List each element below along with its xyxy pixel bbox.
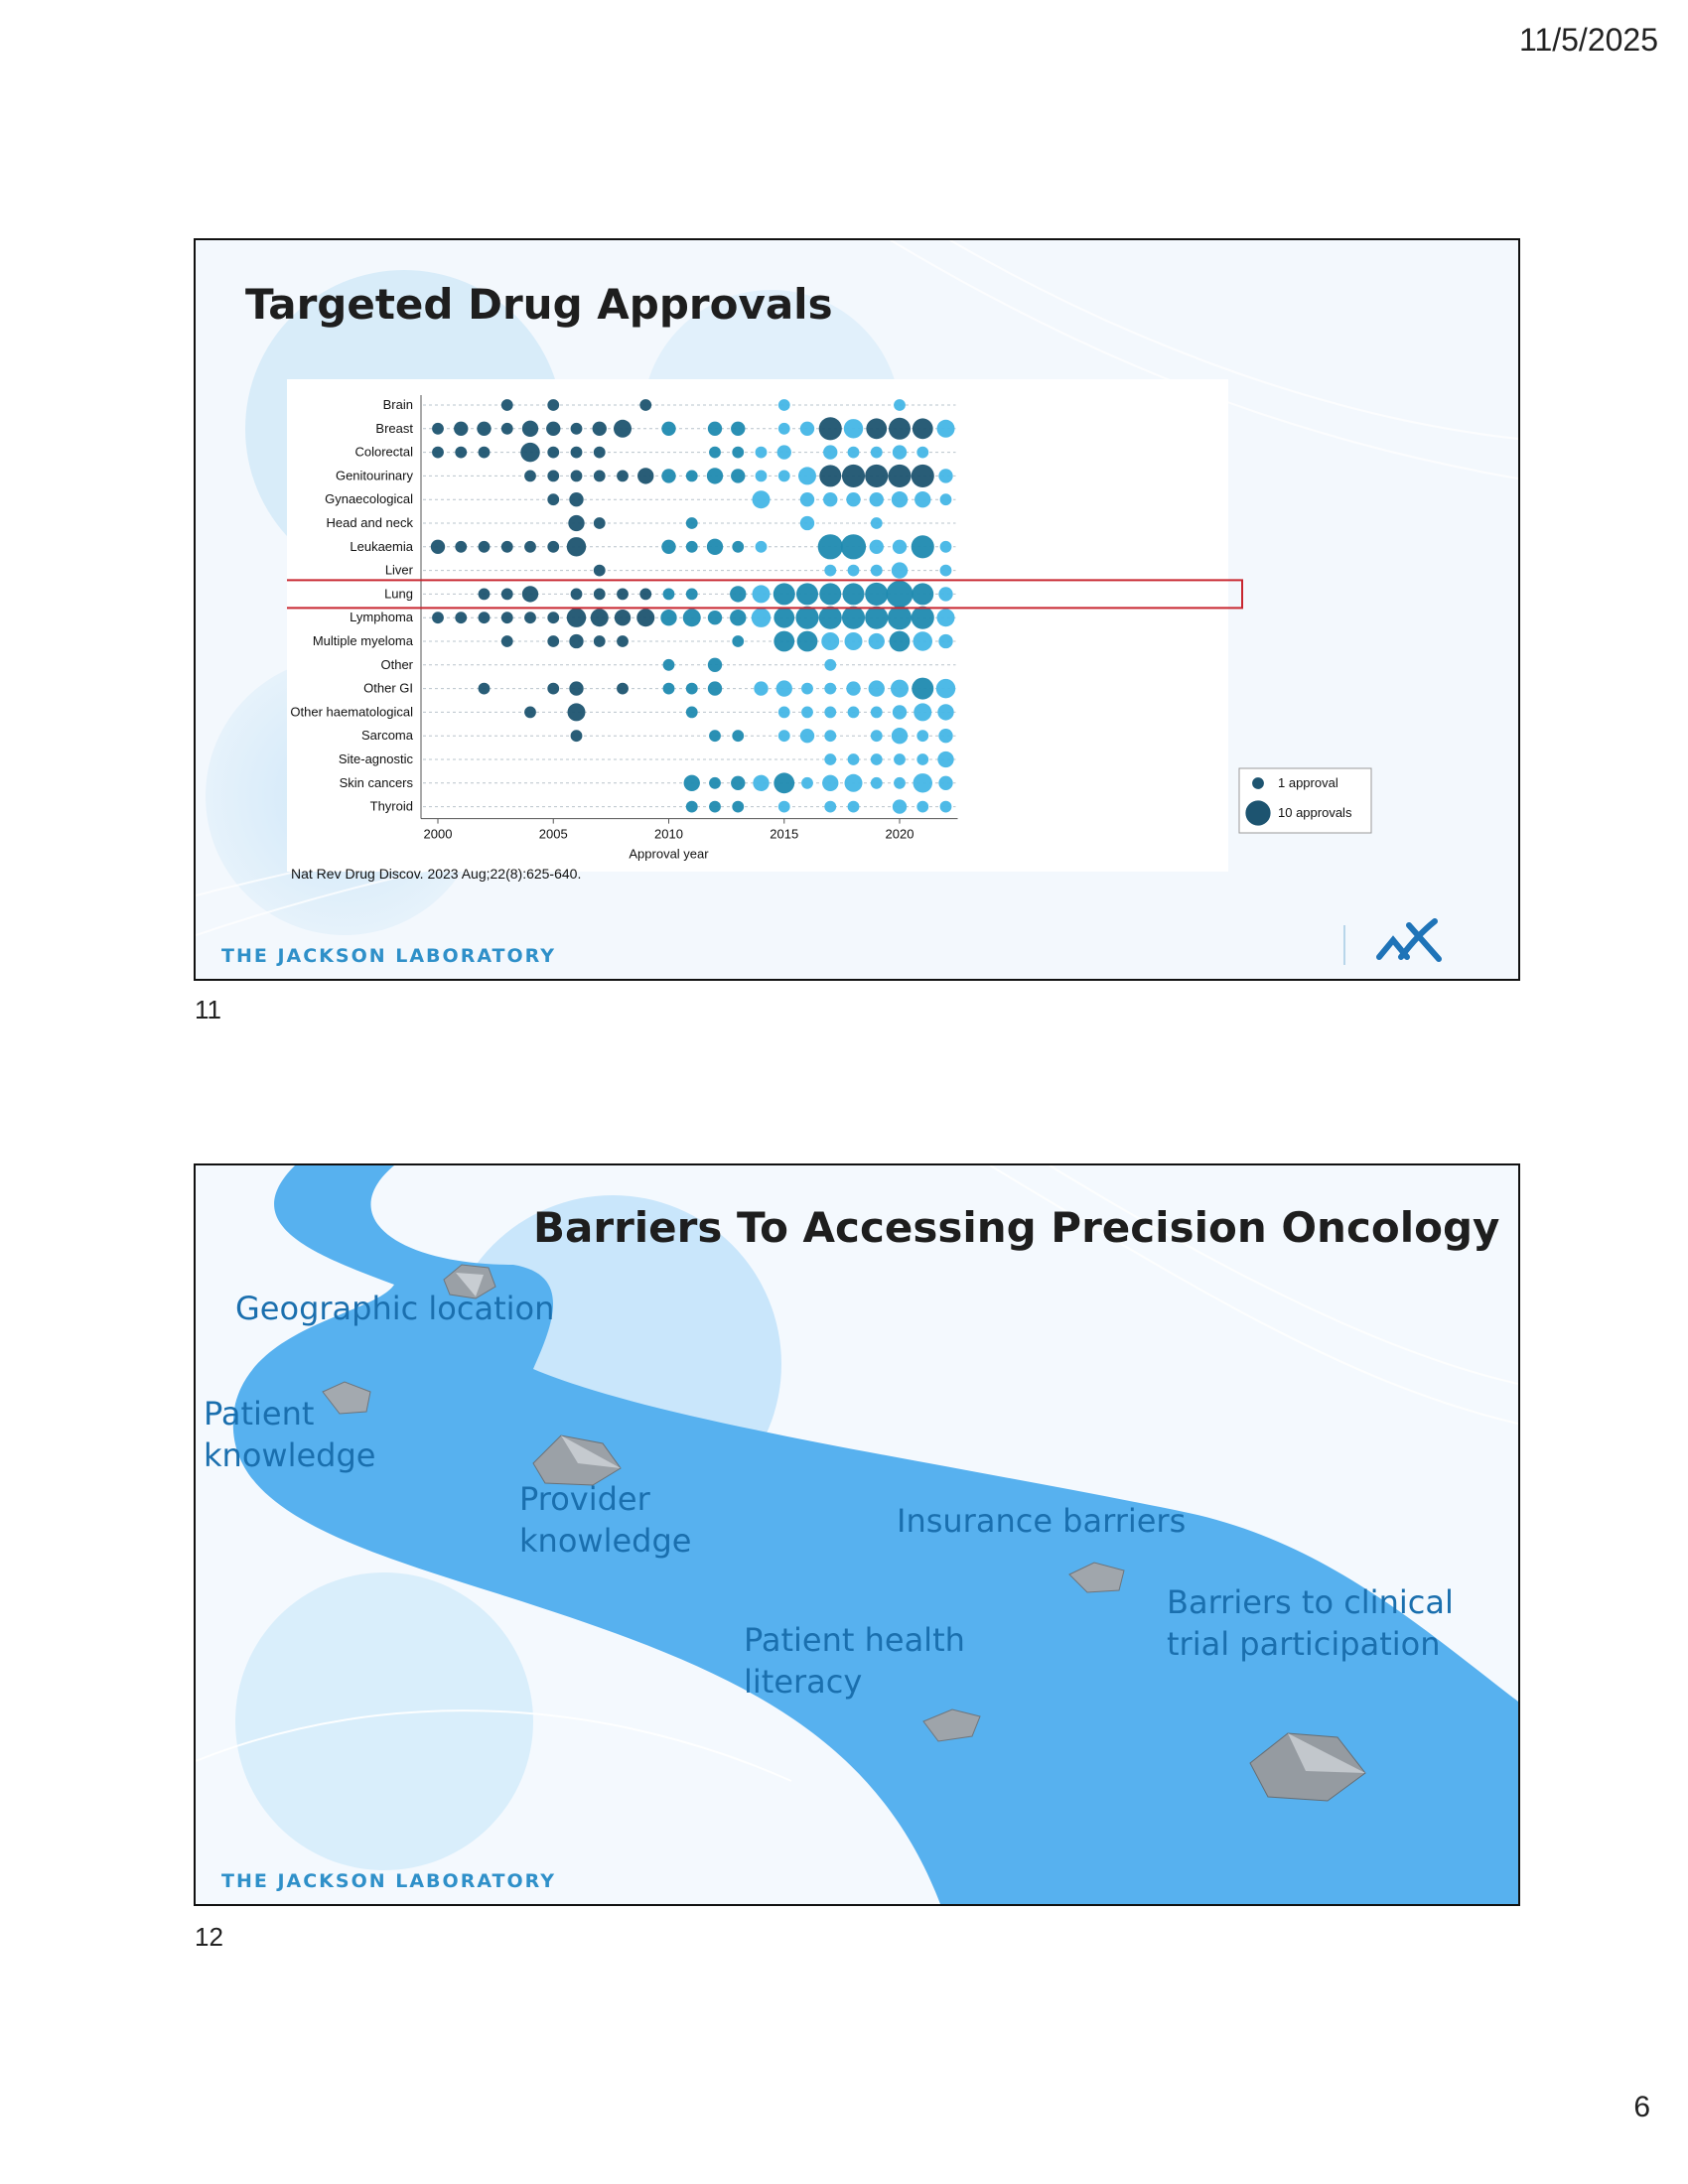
data-bubble [774,631,794,652]
data-bubble [617,471,629,482]
data-bubble [547,493,559,505]
data-bubble [938,634,952,648]
data-bubble [686,801,698,813]
data-bubble [842,465,865,487]
data-bubble [571,730,583,742]
data-bubble [848,565,860,577]
data-bubble [844,419,863,438]
data-bubble [778,707,790,719]
data-bubble [824,730,836,742]
category-label: Other haematological [290,704,413,720]
data-bubble [870,540,884,554]
data-bubble [432,423,444,435]
category-label: Head and neck [326,515,413,530]
barrier-label-line: Insurance barriers [897,1502,1187,1540]
data-bubble [663,683,675,695]
data-bubble [916,447,928,459]
data-bubble [524,707,536,719]
data-bubble [594,517,606,529]
data-bubble [871,447,883,459]
data-bubble [823,492,837,506]
data-bubble [663,589,675,601]
data-bubble [865,465,888,487]
data-bubble [752,608,771,626]
data-bubble [547,683,559,695]
barrier-label-line: Geographic location [235,1290,555,1327]
data-bubble [842,583,864,605]
data-bubble [886,581,913,608]
category-label: Liver [384,562,413,578]
data-bubble [708,422,722,436]
data-bubble [871,707,883,719]
data-bubble [848,753,860,765]
data-bubble [501,541,513,553]
barrier-label-line: trial participation [1167,1624,1441,1663]
data-bubble [912,678,933,700]
data-bubble [894,753,906,765]
data-bubble [661,422,675,436]
data-bubble [571,471,583,482]
data-bubble [709,447,721,459]
data-bubble [501,589,513,601]
data-bubble [571,589,583,601]
legend-label: 10 approvals [1278,805,1352,820]
data-bubble [800,422,814,436]
data-bubble [848,707,860,719]
data-bubble [824,659,836,671]
data-bubble [569,634,583,648]
data-bubble [798,467,816,484]
data-bubble [777,445,791,459]
slide-number: 11 [195,995,221,1024]
data-bubble [686,707,698,719]
data-bubble [731,469,745,482]
data-bubble [686,683,698,695]
data-bubble [778,423,790,435]
data-bubble [546,422,560,436]
category-label: Site-agnostic [338,751,413,766]
data-bubble [732,541,744,553]
barrier-label [235,1289,554,1330]
data-bubble [686,541,698,553]
legend-bubble [1245,800,1270,825]
data-bubble [731,422,745,436]
data-bubble [824,707,836,719]
data-bubble [684,775,700,791]
data-bubble [547,399,559,411]
data-bubble [614,420,632,438]
category-label: Other [380,656,413,672]
data-bubble [479,683,491,695]
data-bubble [547,612,559,623]
data-bubble [594,635,606,647]
chart-citation: Nat Rev Drug Discov. 2023 Aug;22(8):625-640. [291,866,582,882]
data-bubble [660,610,676,625]
data-bubble [800,729,814,743]
data-bubble [841,534,866,559]
data-bubble [479,589,491,601]
data-bubble [893,799,907,813]
x-tick-label: 2020 [885,826,914,842]
data-bubble [501,612,513,623]
data-bubble [730,610,746,625]
data-bubble [754,681,768,695]
data-bubble [617,683,629,695]
data-bubble [938,776,952,790]
slide-title: Targeted Drug Approvals [245,280,833,329]
data-bubble [778,471,790,482]
data-bubble [888,465,911,487]
data-bubble [753,490,771,508]
data-bubble [571,423,583,435]
data-bubble [567,537,586,556]
data-bubble [524,612,536,623]
data-bubble [913,418,933,439]
data-bubble [479,612,491,623]
data-bubble [889,418,911,440]
data-bubble [774,608,794,628]
data-bubble [891,680,909,698]
data-bubble [842,607,865,629]
data-bubble [707,468,723,483]
data-bubble [869,680,885,696]
data-bubble [731,776,745,790]
data-bubble [501,635,513,647]
data-bubble [709,801,721,813]
data-bubble [914,773,932,792]
data-bubble [801,777,813,789]
data-bubble [914,703,931,721]
data-bubble [524,471,536,482]
data-bubble [522,421,538,437]
data-bubble [869,633,885,649]
category-label: Breast [375,420,413,436]
data-bubble [821,632,839,650]
data-bubble [732,447,744,459]
data-bubble [893,445,907,459]
data-bubble [776,680,792,696]
data-bubble [870,492,884,506]
data-bubble [524,541,536,553]
data-bubble [916,730,928,742]
data-bubble [848,447,860,459]
footer-brand: THE JACKSON LABORATORY [221,1870,557,1892]
data-bubble [822,775,838,791]
category-label: Thyroid [369,798,413,814]
data-bubble [730,586,746,602]
data-bubble [824,565,836,577]
data-bubble [661,469,675,482]
data-bubble [865,583,888,606]
data-bubble [683,609,701,626]
data-bubble [547,447,559,459]
data-bubble [637,468,653,483]
data-bubble [892,491,908,507]
data-bubble [753,585,771,603]
data-bubble [940,493,952,505]
data-bubble [756,541,768,553]
data-bubble [568,515,584,531]
data-bubble [819,607,842,629]
data-bubble [893,540,907,554]
data-bubble [477,422,491,436]
data-bubble [819,417,842,440]
data-bubble [520,443,539,462]
x-axis-label: Approval year [629,846,709,862]
approvals-bubble-chart [287,379,1372,872]
data-bubble [894,777,906,789]
slide-title: Barriers To Accessing Precision Oncology [533,1203,1500,1252]
data-bubble [916,801,928,813]
barrier-label-line: Patient [204,1395,315,1433]
data-bubble [479,541,491,553]
data-bubble [686,589,698,601]
data-bubble [940,565,952,577]
page-date: 11/5/2025 [1519,22,1658,58]
category-label: Genitourinary [335,468,413,483]
data-bubble [892,728,908,744]
data-bubble [818,534,843,559]
data-bubble [569,681,583,695]
data-bubble [501,423,513,435]
data-bubble [801,683,813,695]
barrier-label-line: knowledge [204,1435,376,1474]
category-label: Leukaemia [350,538,413,554]
data-bubble [937,609,955,626]
x-tick-label: 2005 [538,826,568,842]
data-bubble [936,679,955,698]
data-bubble [707,539,723,555]
x-tick-label: 2010 [654,826,683,842]
data-bubble [709,777,721,789]
data-bubble [594,471,606,482]
slide-number: 12 [195,1922,223,1952]
category-label: Other GI [363,680,413,696]
data-bubble [824,753,836,765]
data-bubble [865,607,888,629]
data-bubble [732,801,744,813]
data-bubble [846,492,860,506]
legend-bubble [1252,777,1264,789]
data-bubble [617,635,629,647]
data-bubble [797,631,818,652]
data-bubble [615,610,631,625]
data-bubble [774,772,794,793]
data-bubble [431,540,445,554]
data-bubble [454,422,468,436]
data-bubble [892,562,908,578]
data-bubble [756,447,768,459]
data-bubble [778,399,790,411]
data-bubble [663,659,675,671]
data-bubble [593,422,607,436]
data-bubble [819,465,841,486]
category-label: Multiple myeloma [312,633,413,648]
x-tick-label: 2000 [423,826,453,842]
data-bubble [940,541,952,553]
page-number: 6 [1633,2091,1650,2123]
data-bubble [432,612,444,623]
data-bubble [938,469,952,482]
data-bubble [569,492,583,506]
data-bubble [912,535,934,558]
data-bubble [709,730,721,742]
data-bubble [594,589,606,601]
data-bubble [824,683,836,695]
data-bubble [871,517,883,529]
footer-brand: THE JACKSON LABORATORY [221,945,557,967]
barrier-label-line: knowledge [519,1521,692,1560]
data-bubble [845,632,863,650]
data-bubble [795,607,818,629]
data-bubble [778,801,790,813]
category-label: Lymphoma [350,610,413,625]
data-bubble [774,583,795,605]
barrier-label-line: Patient health [744,1621,965,1659]
data-bubble [686,471,698,482]
data-bubble [571,447,583,459]
data-bubble [890,631,911,652]
data-bubble [661,540,675,554]
barrier-label [204,1394,375,1476]
barrier-label [744,1620,965,1703]
data-bubble [547,635,559,647]
data-bubble [732,635,744,647]
category-label: Skin cancers [339,774,413,790]
slide-background [196,1165,1518,1904]
data-bubble [912,583,933,605]
slide-targeted-drug-approvals [194,238,1520,981]
data-bubble [938,587,952,601]
data-bubble [823,445,837,459]
data-bubble [732,730,744,742]
data-bubble [591,609,609,626]
data-bubble [594,565,606,577]
data-bubble [547,471,559,482]
data-bubble [937,704,953,720]
data-bubble [708,658,722,672]
data-bubble [871,565,883,577]
data-bubble [617,589,629,601]
category-label: Sarcoma [360,728,413,744]
category-label: Gynaecological [325,491,413,507]
data-bubble [455,447,467,459]
data-bubble [937,420,955,438]
data-bubble [639,589,651,601]
barrier-label-line: literacy [744,1662,863,1701]
data-bubble [639,399,651,411]
data-bubble [568,703,586,721]
data-bubble [871,777,883,789]
data-bubble [796,583,818,605]
data-bubble [871,730,883,742]
data-bubble [866,418,887,439]
category-label: Brain [382,397,413,412]
data-bubble [914,491,930,507]
x-tick-label: 2015 [770,826,799,842]
data-bubble [846,681,860,695]
data-bubble [916,753,928,765]
data-bubble [894,399,906,411]
data-bubble [753,775,769,791]
barrier-label-line: Barriers to clinical [1167,1583,1454,1621]
data-bubble [778,730,790,742]
data-bubble [848,801,860,813]
data-bubble [914,631,932,650]
barrier-label-line: Provider [519,1480,650,1518]
data-bubble [708,681,722,695]
data-bubble [636,609,654,626]
data-bubble [888,606,912,629]
data-bubble [594,447,606,459]
slide-barriers [194,1163,1520,1906]
data-bubble [912,465,934,487]
data-bubble [756,471,768,482]
data-bubble [940,801,952,813]
data-bubble [912,607,934,629]
data-bubble [547,541,559,553]
data-bubble [819,583,841,605]
data-bubble [501,399,513,411]
data-bubble [455,612,467,623]
data-bubble [455,541,467,553]
data-bubble [522,586,538,602]
category-label: Lung [384,586,413,602]
data-bubble [800,492,814,506]
data-bubble [708,611,722,624]
data-bubble [801,707,813,719]
data-bubble [824,801,836,813]
data-bubble [871,753,883,765]
data-bubble [893,705,907,719]
data-bubble [479,447,491,459]
data-bubble [937,751,953,767]
data-bubble [432,447,444,459]
barrier-label [897,1501,1186,1543]
barrier-label [519,1479,691,1562]
data-bubble [845,774,863,792]
data-bubble [686,517,698,529]
bg-circle [235,1572,533,1870]
barrier-label [1167,1582,1454,1665]
data-bubble [800,516,814,530]
data-bubble [938,729,952,743]
category-label: Colorectal [354,444,413,460]
legend-label: 1 approval [1278,775,1338,790]
data-bubble [567,608,586,626]
